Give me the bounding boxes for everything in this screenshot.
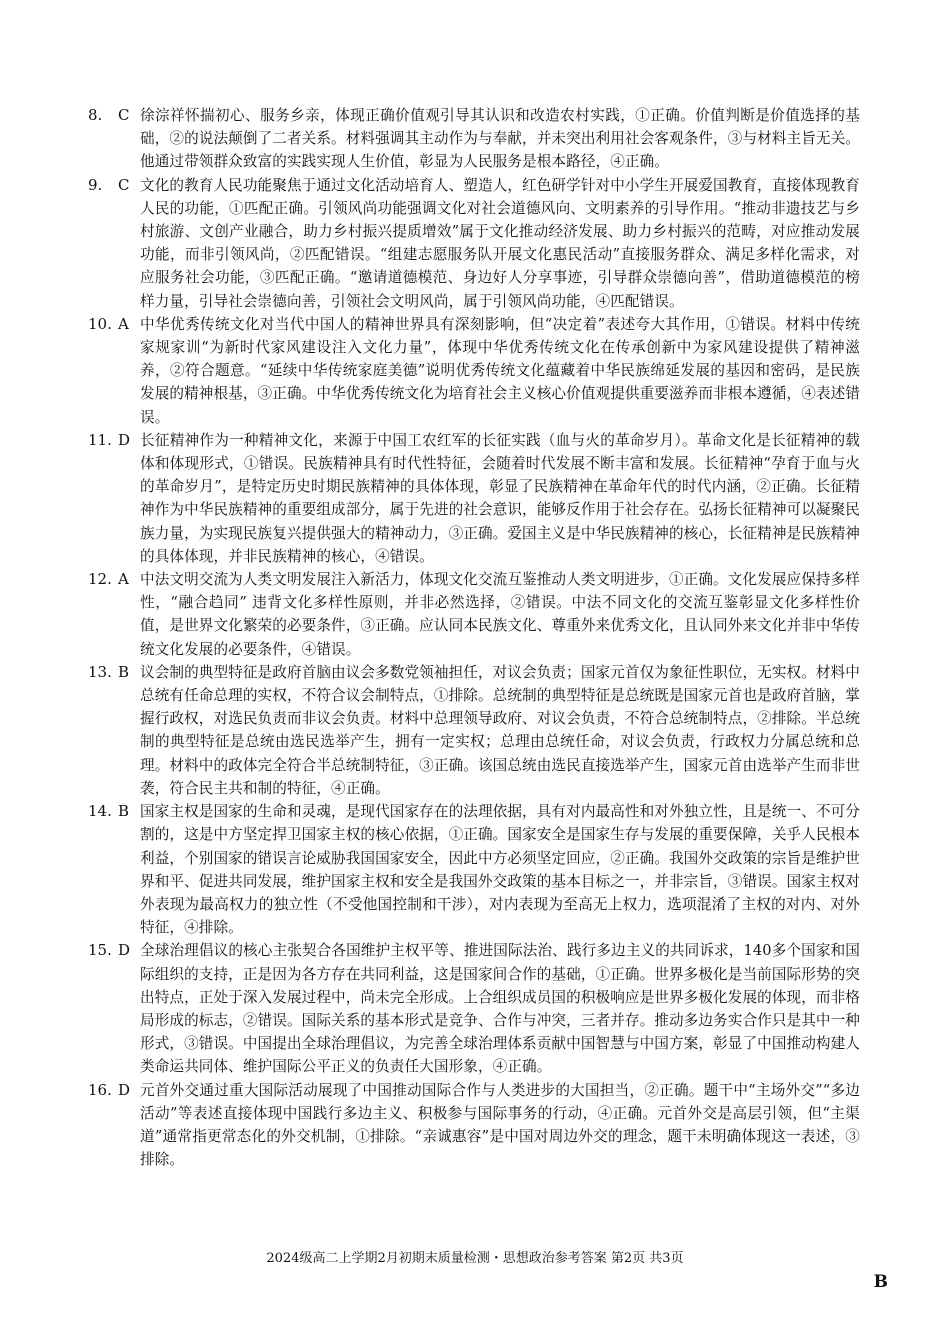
answer-letter: C (118, 106, 130, 124)
answer-item-13 (88, 661, 860, 800)
page-footer: 2024级高二上学期2月初期末质量检测・思想政治参考答案 第2页 共3页 (266, 1251, 684, 1266)
answer-item-16 (88, 1079, 860, 1172)
question-number: 8. (88, 106, 103, 124)
question-number: 13. (88, 662, 112, 681)
answer-letter: C (118, 175, 130, 194)
explanation-text: 元首外交通过重大国际活动展现了中国推动国际合作与人类进步的大国担当，②正确。题干中“主场外交”“多边活动”等表述直接体现中国践行多边主义、积极参与国际事务的行动，④正确。元首外交是高层引领，但“主渠道”通常指更常态化的外交机制，①排除。“亲诚惠容”是中国对周边外交的理念，题干未明确体现这一表述，③排除。 (140, 1081, 860, 1169)
explanation-text: 文化的教育人民功能聚焦于通过文化活动培育人、塑造人，红色研学针对中小学生开展爱国教育，直接体现教育人民的功能，①匹配正确。引领风尚功能强调文化对社会道德风向、文明素养的引导作用。“推动非遗技艺与乡村旅游、文创产业融合，助力乡村振兴提质增效”属于文化推动经济发展、助力乡村振兴的范畴，对应推动发展功能，而非引领风尚，②匹配错误。“组建志愿服务队开展文化惠民活动”直接服务群众、满足多样化需求，对应服务社会功能，③匹配正确。“邀请道德模范、身边好人分享事迹，引导群众崇德向善”，借助道德模范的榜样力量，引导社会崇德向善，引领社会文明风尚，属于引领风尚功能，④匹配错误。 (140, 176, 860, 310)
answer-item-12 (88, 568, 860, 661)
question-number: 11. (88, 430, 112, 449)
explanation-text: 全球治理倡议的核心主张契合各国维护主权平等、推进国际法治、践行多边主义的共同诉求，140多个国家和国际组织的支持，正是因为各方存在共同利益，这是国家间合作的基础，①正确。世界多极化是当前国际形势的突出特点，正处于深入发展过程中，尚未完全形成。上合组织成员国的积极响应是世界多极化发展的体现，而非格局形成的标志，②错误。国际关系的基本形式是竞争、合作与冲突，三者并存。推动多边务实合作只是其中一种形式，③错误。中国提出全球治理倡议，为完善全球治理体系贡献中国智慧与中国方案，彰显了中国推动构建人类命运共同体、维护国际公平正义的负责任大国形象，④正确。 (140, 942, 860, 1076)
answer-letter: B (118, 802, 130, 821)
answer-item-10 (88, 313, 860, 429)
answer-letter: D (118, 1080, 131, 1099)
version-mark: B (873, 1272, 888, 1292)
question-number: 15. (88, 941, 112, 960)
answer-letter: A (118, 314, 129, 333)
answer-item-9 (88, 174, 860, 313)
explanation-text: 中华优秀传统文化对当代中国人的精神世界具有深刻影响，但“决定着”表述夸大其作用，①错误。材料中传统家规家训“为新时代家风建设注入文化力量”，体现中华优秀传统文化在传承创新中为家风建设提供了精神滋养，②符合题意。“延续中华传统家庭美德”说明优秀传统文化蕴藏着中华民族绵延发展的基因和密码，是民族发展的精神根基，③正确。中华优秀传统文化为培育社会主义核心价值观提供重要滋养而非根本遵循，④表述错误。 (140, 315, 860, 426)
question-number: 16. (88, 1080, 112, 1099)
answer-letter: D (118, 941, 131, 960)
answer-item-14 (88, 800, 860, 939)
answer-list (88, 104, 860, 1171)
question-number: 10. (88, 314, 112, 333)
answer-item-15 (88, 939, 860, 1078)
answer-letter: D (118, 430, 131, 449)
explanation-text: 国家主权是国家的生命和灵魂，是现代国家存在的法理依据，具有对内最高性和对外独立性，且是统一、不可分割的，这是中方坚定捍卫国家主权的核心依据，①正确。国家安全是国家生存与发展的重要保障，关乎人民根本利益，个别国家的错误言论威胁我国国家安全，因此中方必须坚定回应，②正确。我国外交政策的宗旨是维护世界和平、促进共同发展，维护国家主权和安全是我国外交政策的基本目标之一，并非宗旨，③错误。国家主权对外表现为最高权力的独立性（不受他国控制和干涉），对内表现为至高无上权力，选项混淆了主权的对内、对外特征，④排除。 (140, 803, 860, 937)
answer-item-8 (88, 104, 860, 174)
explanation-text: 徐淙祥怀揣初心、服务乡亲，体现正确价值观引导其认识和改造农村实践，①正确。价值判断是价值选择的基础，②的说法颠倒了二者关系。材料强调其主动作为与奉献，并未突出利用社会客观条件，③与材料主旨无关。他通过带领群众致富的实践实现人生价值，彰显为人民服务是根本路径，④正确。 (140, 107, 860, 171)
question-number: 14. (88, 802, 112, 821)
question-number: 12. (88, 570, 112, 589)
answer-letter: A (118, 570, 129, 589)
explanation-text: 中法文明交流为人类文明发展注入新活力，体现文化交流互鉴推动人类文明进步，①正确。文化发展应保持多样性，“融合趋同” 违背文化多样性原则，并非必然选择，②错误。中法不同文化的交流互鉴彰显文化多样性价值，是世界文化繁荣的必要条件，③正确。应认同本民族文化、尊重外来优秀文化，且认同外来文化并非中华传统文化发展的必要条件，④错误。 (140, 571, 860, 658)
answer-item-11 (88, 429, 860, 568)
answer-letter: B (118, 662, 130, 681)
question-number: 9. (88, 175, 103, 194)
explanation-text: 长征精神作为一种精神文化，来源于中国工农红军的长征实践（血与火的革命岁月）。革命文化是长征精神的载体和体现形式，①错误。民族精神具有时代性特征，会随着时代发展不断丰富和发展。长征精神“孕育于血与火的革命岁月”，是特定历史时期民族精神的具体体现，彰显了民族精神在革命年代的时代内涵，②正确。长征精神作为中华民族精神的重要组成部分，属于先进的社会意识，能够反作用于社会存在。弘扬长征精神可以凝聚民族力量，为实现民族复兴提供强大的精神动力，③正确。爱国主义是中华民族精神的核心，长征精神是民族精神的具体体现，并非民族精神的核心，④错误。 (140, 431, 860, 565)
explanation-text: 议会制的典型特征是政府首脑由议会多数党领袖担任，对议会负责；国家元首仅为象征性职位，无实权。材料中总统有任命总理的实权，不符合议会制特点，①排除。总统制的典型特征是总统既是国家元首也是政府首脑，掌握行政权，对选民负责而非议会负责。材料中总理领导政府、对议会负责，不符合总统制特点，②排除。半总统制的典型特征是总统由选民选举产生，拥有一定实权；总理由总统任命，对议会负责，行政权力分属总统和总理。材料中的政体完全符合半总统制特征，③正确。该国总统由选民直接选举产生，国家元首由选举产生而非世袭，符合民主共和制的特征，④正确。 (140, 663, 860, 797)
